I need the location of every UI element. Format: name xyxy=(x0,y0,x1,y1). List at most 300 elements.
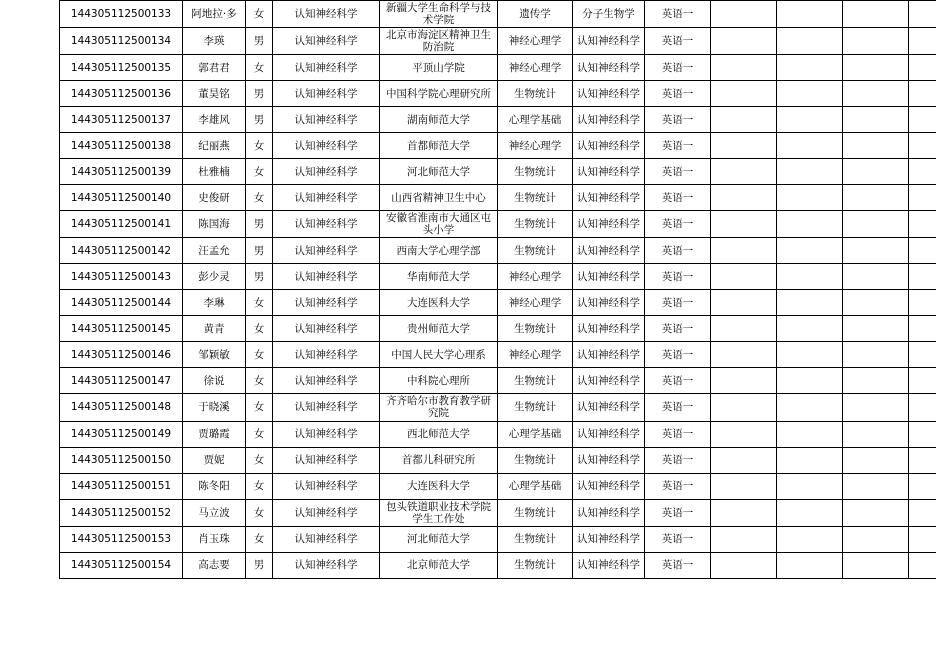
cell-major[interactable] xyxy=(273,499,380,526)
cell-extra2[interactable] xyxy=(777,55,843,81)
cell-language[interactable] xyxy=(645,447,711,473)
cell-extra4[interactable] xyxy=(909,159,936,185)
cell-extra1[interactable] xyxy=(711,133,777,159)
cell-extra3[interactable] xyxy=(843,473,909,499)
cell-sex[interactable] xyxy=(246,552,273,578)
cell-id[interactable] xyxy=(60,342,183,368)
table-row[interactable] xyxy=(60,107,936,133)
cell-name[interactable] xyxy=(183,368,246,394)
cell-extra2[interactable] xyxy=(777,185,843,211)
cell-extra1[interactable] xyxy=(711,394,777,421)
cell-school[interactable] xyxy=(380,473,498,499)
cell-subject1[interactable] xyxy=(498,211,573,238)
cell-major[interactable] xyxy=(273,342,380,368)
cell-text-name: 董昊铭 xyxy=(198,87,230,100)
cell-subject1[interactable] xyxy=(498,55,573,81)
cell-major[interactable] xyxy=(273,107,380,133)
cell-subject2[interactable] xyxy=(573,238,645,264)
cell-sex[interactable] xyxy=(246,107,273,133)
cell-subject1[interactable] xyxy=(498,552,573,578)
cell-school[interactable] xyxy=(380,264,498,290)
cell-language[interactable] xyxy=(645,159,711,185)
cell-subject2[interactable] xyxy=(573,394,645,421)
table-row[interactable] xyxy=(60,238,936,264)
cell-subject1[interactable] xyxy=(498,499,573,526)
cell-language[interactable] xyxy=(645,264,711,290)
cell-extra2[interactable] xyxy=(777,290,843,316)
table-row[interactable] xyxy=(60,447,936,473)
cell-subject1[interactable] xyxy=(498,238,573,264)
cell-subject2[interactable] xyxy=(573,107,645,133)
cell-extra1[interactable] xyxy=(711,107,777,133)
cell-school[interactable] xyxy=(380,55,498,81)
cell-name[interactable] xyxy=(183,28,246,55)
cell-text-subject2: 认知神经科学 xyxy=(577,559,640,572)
cell-major[interactable] xyxy=(273,421,380,447)
cell-name[interactable] xyxy=(183,499,246,526)
cell-id[interactable] xyxy=(60,499,183,526)
cell-name[interactable] xyxy=(183,185,246,211)
cell-sex[interactable] xyxy=(246,238,273,264)
cell-subject1[interactable] xyxy=(498,185,573,211)
cell-text-language: 英语一 xyxy=(661,139,694,152)
cell-language[interactable] xyxy=(645,368,711,394)
cell-extra1[interactable] xyxy=(711,316,777,342)
cell-school[interactable] xyxy=(380,107,498,133)
cell-sex[interactable] xyxy=(246,264,273,290)
table-row[interactable] xyxy=(60,133,936,159)
cell-major[interactable] xyxy=(273,290,380,316)
cell-subject1[interactable] xyxy=(498,473,573,499)
cell-language[interactable] xyxy=(645,28,711,55)
cell-text-language: 英语一 xyxy=(661,453,694,466)
cell-school[interactable] xyxy=(380,342,498,368)
table-row[interactable] xyxy=(60,473,936,499)
cell-extra3[interactable] xyxy=(843,238,909,264)
table-row[interactable] xyxy=(60,552,936,578)
cell-extra1[interactable] xyxy=(711,211,777,238)
cell-subject1[interactable] xyxy=(498,159,573,185)
cell-school[interactable] xyxy=(380,552,498,578)
cell-subject2[interactable] xyxy=(573,316,645,342)
cell-extra1[interactable] xyxy=(711,55,777,81)
cell-text-language: 英语一 xyxy=(661,533,694,546)
cell-extra2[interactable] xyxy=(777,499,843,526)
cell-extra3[interactable] xyxy=(843,185,909,211)
table-row[interactable] xyxy=(60,211,936,238)
cell-id[interactable] xyxy=(60,290,183,316)
cell-major[interactable] xyxy=(273,81,380,107)
cell-major[interactable] xyxy=(273,394,380,421)
cell-school[interactable] xyxy=(380,81,498,107)
cell-id[interactable] xyxy=(60,185,183,211)
cell-extra3[interactable] xyxy=(843,316,909,342)
cell-extra4[interactable] xyxy=(909,264,936,290)
cell-extra1[interactable] xyxy=(711,159,777,185)
cell-subject1[interactable] xyxy=(498,421,573,447)
cell-school[interactable] xyxy=(380,238,498,264)
cell-extra1[interactable] xyxy=(711,342,777,368)
cell-sex[interactable] xyxy=(246,394,273,421)
cell-subject1[interactable] xyxy=(498,264,573,290)
table-row[interactable] xyxy=(60,342,936,368)
cell-sex[interactable] xyxy=(246,342,273,368)
cell-extra2[interactable] xyxy=(777,316,843,342)
cell-extra4[interactable] xyxy=(909,368,936,394)
cell-name[interactable] xyxy=(183,55,246,81)
cell-school[interactable] xyxy=(380,368,498,394)
cell-sex[interactable] xyxy=(246,499,273,526)
cell-subject2[interactable] xyxy=(573,368,645,394)
cell-extra4[interactable] xyxy=(909,342,936,368)
table-row[interactable] xyxy=(60,526,936,552)
cell-sex[interactable] xyxy=(246,185,273,211)
cell-school[interactable] xyxy=(380,421,498,447)
cell-major[interactable] xyxy=(273,211,380,238)
cell-extra1[interactable] xyxy=(711,368,777,394)
cell-extra4[interactable] xyxy=(909,238,936,264)
table-row[interactable] xyxy=(60,264,936,290)
cell-extra2[interactable] xyxy=(777,447,843,473)
cell-extra2[interactable] xyxy=(777,368,843,394)
cell-subject2[interactable] xyxy=(573,499,645,526)
cell-name[interactable] xyxy=(183,1,246,28)
cell-text-name: 邹颖敏 xyxy=(198,348,230,361)
cell-id[interactable] xyxy=(60,447,183,473)
cell-subject2[interactable] xyxy=(573,211,645,238)
cell-language[interactable] xyxy=(645,526,711,552)
cell-major[interactable] xyxy=(273,552,380,578)
cell-major[interactable] xyxy=(273,55,380,81)
cell-extra3[interactable] xyxy=(843,552,909,578)
cell-text-sex: 男 xyxy=(253,244,265,257)
cell-subject1[interactable] xyxy=(498,447,573,473)
cell-extra2[interactable] xyxy=(777,211,843,238)
cell-subject2[interactable] xyxy=(573,159,645,185)
cell-name[interactable] xyxy=(183,342,246,368)
cell-major[interactable] xyxy=(273,316,380,342)
cell-extra4[interactable] xyxy=(909,211,936,238)
cell-id[interactable] xyxy=(60,107,183,133)
cell-id[interactable] xyxy=(60,394,183,421)
cell-extra2[interactable] xyxy=(777,1,843,28)
cell-language[interactable] xyxy=(645,211,711,238)
cell-text-sex: 男 xyxy=(253,270,265,283)
cell-name[interactable] xyxy=(183,473,246,499)
cell-extra2[interactable] xyxy=(777,238,843,264)
cell-language[interactable] xyxy=(645,107,711,133)
cell-extra1[interactable] xyxy=(711,28,777,55)
table-row[interactable] xyxy=(60,159,936,185)
cell-major[interactable] xyxy=(273,133,380,159)
cell-major[interactable] xyxy=(273,473,380,499)
cell-extra3[interactable] xyxy=(843,28,909,55)
cell-language[interactable] xyxy=(645,290,711,316)
cell-major[interactable] xyxy=(273,238,380,264)
cell-language[interactable] xyxy=(645,499,711,526)
cell-extra4[interactable] xyxy=(909,28,936,55)
cell-subject2[interactable] xyxy=(573,447,645,473)
cell-text-id: 144305112500146 xyxy=(70,348,172,361)
cell-extra3[interactable] xyxy=(843,1,909,28)
cell-text-id: 144305112500135 xyxy=(70,61,172,74)
cell-id[interactable] xyxy=(60,526,183,552)
cell-subject1[interactable] xyxy=(498,133,573,159)
cell-extra1[interactable] xyxy=(711,264,777,290)
cell-sex[interactable] xyxy=(246,473,273,499)
cell-extra4[interactable] xyxy=(909,185,936,211)
cell-school[interactable] xyxy=(380,28,498,55)
cell-subject2[interactable] xyxy=(573,264,645,290)
cell-name[interactable] xyxy=(183,133,246,159)
cell-extra3[interactable] xyxy=(843,211,909,238)
cell-language[interactable] xyxy=(645,473,711,499)
cell-name[interactable] xyxy=(183,447,246,473)
cell-extra3[interactable] xyxy=(843,368,909,394)
cell-major[interactable] xyxy=(273,368,380,394)
cell-school[interactable] xyxy=(380,211,498,238)
cell-name[interactable] xyxy=(183,264,246,290)
cell-sex[interactable] xyxy=(246,368,273,394)
cell-language[interactable] xyxy=(645,316,711,342)
cell-name[interactable] xyxy=(183,394,246,421)
cell-subject1[interactable] xyxy=(498,526,573,552)
cell-language[interactable] xyxy=(645,421,711,447)
cell-extra4[interactable] xyxy=(909,394,936,421)
cell-subject1[interactable] xyxy=(498,1,573,28)
cell-name[interactable] xyxy=(183,81,246,107)
cell-extra4[interactable] xyxy=(909,447,936,473)
cell-extra3[interactable] xyxy=(843,133,909,159)
cell-name[interactable] xyxy=(183,316,246,342)
cell-extra3[interactable] xyxy=(843,81,909,107)
cell-subject1[interactable] xyxy=(498,81,573,107)
cell-extra2[interactable] xyxy=(777,28,843,55)
table-row[interactable] xyxy=(60,28,936,55)
cell-extra2[interactable] xyxy=(777,526,843,552)
cell-name[interactable] xyxy=(183,211,246,238)
cell-name[interactable] xyxy=(183,290,246,316)
cell-id[interactable] xyxy=(60,473,183,499)
cell-sex[interactable] xyxy=(246,28,273,55)
cell-id[interactable] xyxy=(60,133,183,159)
table-row[interactable] xyxy=(60,185,936,211)
cell-id[interactable] xyxy=(60,1,183,28)
cell-language[interactable] xyxy=(645,185,711,211)
cell-extra2[interactable] xyxy=(777,342,843,368)
cell-sex[interactable] xyxy=(246,81,273,107)
cell-id[interactable] xyxy=(60,55,183,81)
cell-id[interactable] xyxy=(60,238,183,264)
cell-extra4[interactable] xyxy=(909,526,936,552)
table-row[interactable] xyxy=(60,55,936,81)
cell-major[interactable] xyxy=(273,1,380,28)
cell-name[interactable] xyxy=(183,552,246,578)
cell-school[interactable] xyxy=(380,133,498,159)
table-row[interactable] xyxy=(60,316,936,342)
cell-extra3[interactable] xyxy=(843,107,909,133)
cell-sex[interactable] xyxy=(246,1,273,28)
cell-extra3[interactable] xyxy=(843,55,909,81)
cell-id[interactable] xyxy=(60,421,183,447)
cell-extra1[interactable] xyxy=(711,447,777,473)
table-row[interactable] xyxy=(60,81,936,107)
cell-extra3[interactable] xyxy=(843,421,909,447)
cell-sex[interactable] xyxy=(246,526,273,552)
cell-sex[interactable] xyxy=(246,447,273,473)
cell-subject2[interactable] xyxy=(573,185,645,211)
cell-major[interactable] xyxy=(273,28,380,55)
cell-extra4[interactable] xyxy=(909,316,936,342)
cell-subject2[interactable] xyxy=(573,342,645,368)
cell-school[interactable] xyxy=(380,1,498,28)
cell-school[interactable] xyxy=(380,447,498,473)
cell-extra1[interactable] xyxy=(711,1,777,28)
cell-extra1[interactable] xyxy=(711,81,777,107)
cell-name[interactable] xyxy=(183,107,246,133)
cell-extra2[interactable] xyxy=(777,159,843,185)
cell-extra4[interactable] xyxy=(909,473,936,499)
cell-text-sex: 男 xyxy=(253,559,265,572)
cell-school[interactable] xyxy=(380,159,498,185)
cell-name[interactable] xyxy=(183,159,246,185)
cell-id[interactable] xyxy=(60,316,183,342)
cell-extra1[interactable] xyxy=(711,499,777,526)
table-row[interactable] xyxy=(60,499,936,526)
cell-language[interactable] xyxy=(645,238,711,264)
cell-id[interactable] xyxy=(60,368,183,394)
cell-subject2[interactable] xyxy=(573,133,645,159)
cell-id[interactable] xyxy=(60,211,183,238)
cell-extra3[interactable] xyxy=(843,159,909,185)
cell-extra3[interactable] xyxy=(843,526,909,552)
cell-name[interactable] xyxy=(183,526,246,552)
cell-subject1[interactable] xyxy=(498,107,573,133)
cell-id[interactable] xyxy=(60,264,183,290)
cell-subject2[interactable] xyxy=(573,81,645,107)
cell-sex[interactable] xyxy=(246,159,273,185)
cell-subject2[interactable] xyxy=(573,290,645,316)
cell-name[interactable] xyxy=(183,421,246,447)
cell-extra1[interactable] xyxy=(711,238,777,264)
cell-text-subject1: 生物统计 xyxy=(514,506,556,519)
cell-subject2[interactable] xyxy=(573,55,645,81)
cell-language[interactable] xyxy=(645,1,711,28)
cell-extra1[interactable] xyxy=(711,290,777,316)
cell-school[interactable] xyxy=(380,394,498,421)
cell-major[interactable] xyxy=(273,526,380,552)
cell-extra2[interactable] xyxy=(777,552,843,578)
cell-extra3[interactable] xyxy=(843,264,909,290)
cell-extra1[interactable] xyxy=(711,526,777,552)
table-row[interactable] xyxy=(60,368,936,394)
cell-extra2[interactable] xyxy=(777,81,843,107)
cell-extra3[interactable] xyxy=(843,342,909,368)
cell-subject1[interactable] xyxy=(498,28,573,55)
cell-extra3[interactable] xyxy=(843,290,909,316)
cell-extra4[interactable] xyxy=(909,55,936,81)
cell-extra2[interactable] xyxy=(777,421,843,447)
cell-school[interactable] xyxy=(380,526,498,552)
cell-extra4[interactable] xyxy=(909,290,936,316)
cell-sex[interactable] xyxy=(246,290,273,316)
cell-language[interactable] xyxy=(645,342,711,368)
cell-school[interactable] xyxy=(380,499,498,526)
cell-language[interactable] xyxy=(645,81,711,107)
cell-extra3[interactable] xyxy=(843,499,909,526)
cell-school[interactable] xyxy=(380,316,498,342)
cell-extra2[interactable] xyxy=(777,107,843,133)
cell-sex[interactable] xyxy=(246,55,273,81)
cell-major[interactable] xyxy=(273,159,380,185)
cell-extra2[interactable] xyxy=(777,394,843,421)
cell-subject2[interactable] xyxy=(573,28,645,55)
cell-subject1[interactable] xyxy=(498,342,573,368)
cell-subject2[interactable] xyxy=(573,1,645,28)
cell-extra4[interactable] xyxy=(909,81,936,107)
cell-subject2[interactable] xyxy=(573,552,645,578)
cell-extra4[interactable] xyxy=(909,499,936,526)
cell-subject1[interactable] xyxy=(498,316,573,342)
cell-sex[interactable] xyxy=(246,316,273,342)
cell-name[interactable] xyxy=(183,238,246,264)
cell-extra4[interactable] xyxy=(909,552,936,578)
cell-text-sex: 男 xyxy=(253,113,265,126)
cell-subject2[interactable] xyxy=(573,473,645,499)
cell-id[interactable] xyxy=(60,552,183,578)
cell-extra2[interactable] xyxy=(777,133,843,159)
table-row[interactable] xyxy=(60,290,936,316)
cell-extra1[interactable] xyxy=(711,473,777,499)
cell-language[interactable] xyxy=(645,55,711,81)
cell-subject1[interactable] xyxy=(498,368,573,394)
cell-id[interactable] xyxy=(60,81,183,107)
table-row[interactable] xyxy=(60,394,936,421)
cell-extra4[interactable] xyxy=(909,133,936,159)
cell-extra2[interactable] xyxy=(777,473,843,499)
table-row[interactable] xyxy=(60,1,936,28)
cell-subject1[interactable] xyxy=(498,394,573,421)
cell-extra1[interactable] xyxy=(711,421,777,447)
cell-language[interactable] xyxy=(645,394,711,421)
cell-extra4[interactable] xyxy=(909,421,936,447)
cell-school[interactable] xyxy=(380,290,498,316)
cell-id[interactable] xyxy=(60,159,183,185)
table-row[interactable] xyxy=(60,421,936,447)
cell-subject2[interactable] xyxy=(573,526,645,552)
cell-subject1[interactable] xyxy=(498,290,573,316)
cell-sex[interactable] xyxy=(246,211,273,238)
cell-extra3[interactable] xyxy=(843,394,909,421)
cell-major[interactable] xyxy=(273,264,380,290)
cell-language[interactable] xyxy=(645,133,711,159)
cell-extra4[interactable] xyxy=(909,107,936,133)
cell-subject2[interactable] xyxy=(573,421,645,447)
cell-major[interactable] xyxy=(273,185,380,211)
cell-sex[interactable] xyxy=(246,133,273,159)
cell-text-major: 认知神经科学 xyxy=(294,139,358,152)
cell-major[interactable] xyxy=(273,447,380,473)
cell-id[interactable] xyxy=(60,28,183,55)
cell-extra3[interactable] xyxy=(843,447,909,473)
cell-extra4[interactable] xyxy=(909,1,936,28)
cell-sex[interactable] xyxy=(246,421,273,447)
cell-extra1[interactable] xyxy=(711,185,777,211)
cell-extra2[interactable] xyxy=(777,264,843,290)
cell-school[interactable] xyxy=(380,185,498,211)
cell-extra1[interactable] xyxy=(711,552,777,578)
cell-language[interactable] xyxy=(645,552,711,578)
